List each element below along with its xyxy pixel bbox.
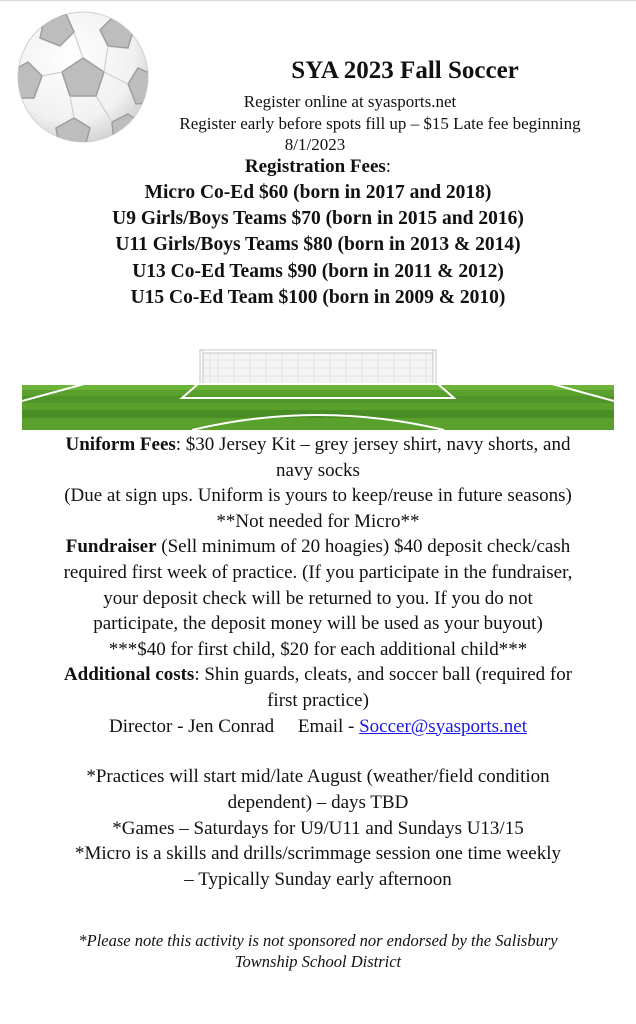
additional-text-1: : Shin guards, cleats, and soccer ball (required for <box>194 664 573 686</box>
uniform-text-1: : $30 Jersey Kit – grey jersey shirt, navy shorts, and <box>175 434 571 455</box>
disclaimer <box>14 930 622 972</box>
additional-line-1 <box>14 662 622 688</box>
registration-fees-label: Registration Fees <box>244 156 386 177</box>
top-divider <box>0 0 636 1</box>
fundraiser-line-2: required first week of practice. (If you participate in the fundraiser, <box>63 561 573 583</box>
details-section <box>14 432 622 739</box>
soccer-field-image <box>22 344 614 430</box>
register-early-text: Register early before spots fill up – $15 Late fee beginning <box>179 114 581 133</box>
schedule-line-3: *Games – Saturdays for U9/U11 and Sundays U13/15 <box>112 817 524 839</box>
late-fee-date: 8/1/2023 <box>284 135 346 154</box>
fee-item-u13: U13 Co-Ed Teams $90 (born in 2011 & 2012) <box>132 260 504 282</box>
fee-item-u11: U11 Girls/Boys Teams $80 (born in 2013 & 2014) <box>115 234 521 256</box>
fee-item-micro: Micro Co-Ed $60 (born in 2017 and 2018) <box>144 182 492 203</box>
fundraiser-line-3: your deposit check will be returned to you. If you do not <box>103 587 533 609</box>
fundraiser-label: Fundraiser <box>65 536 157 558</box>
fundraiser-line-4: participate, the deposit money will be used as your buyout) <box>93 613 543 635</box>
schedule-line-1: *Practices will start mid/late August (weather/field condition <box>86 766 550 787</box>
fee-item-u9: U9 Girls/Boys Teams $70 (born in 2015 and 2016) <box>112 208 524 230</box>
disclaimer-line-2: Township School District <box>234 952 402 971</box>
email-link[interactable]: Soccer@syasports.net <box>359 715 527 737</box>
schedule-line-2: dependent) – days TBD <box>227 791 409 813</box>
registration-fees-colon: : <box>385 156 392 177</box>
page-title: SYA 2023 Fall Soccer <box>291 57 519 84</box>
schedule-section <box>14 764 622 893</box>
fee-list <box>0 180 636 311</box>
fundraiser-line-1 <box>14 534 622 560</box>
contact-line <box>14 714 622 740</box>
goal-icon <box>200 350 436 386</box>
email-label: Email - <box>297 715 360 737</box>
register-online-text: Register online at syasports.net <box>243 92 457 111</box>
fundraiser-text-1: (Sell minimum of 20 hoagies) $40 deposit check/cash <box>156 536 571 558</box>
fee-item-u15: U15 Co-Ed Team $100 (born in 2009 & 2010) <box>130 286 506 308</box>
additional-line-2: first practice) <box>267 689 369 711</box>
additional-costs-label: Additional costs <box>63 664 195 686</box>
disclaimer-line-1: *Please note this activity is not sponsored nor endorsed by the Salisbury <box>78 931 558 950</box>
registration-fees-heading <box>0 155 636 179</box>
uniform-line-2: navy socks <box>276 459 360 481</box>
schedule-line-5: – Typically Sunday early afternoon <box>184 869 452 891</box>
soccer-ball-icon <box>16 10 150 144</box>
uniform-line-4: **Not needed for Micro** <box>216 510 420 532</box>
director-text: Director - Jen Conrad <box>109 715 275 737</box>
fundraiser-line-5: ***$40 for first child, $20 for each additional child*** <box>108 638 528 660</box>
uniform-line-1 <box>14 432 622 458</box>
schedule-line-4: *Micro is a skills and drills/scrimmage session one time weekly <box>74 843 561 865</box>
uniform-line-3: (Due at sign ups. Uniform is yours to keep/reuse in future seasons) <box>64 485 572 507</box>
uniform-fees-label: Uniform Fees <box>65 434 176 455</box>
